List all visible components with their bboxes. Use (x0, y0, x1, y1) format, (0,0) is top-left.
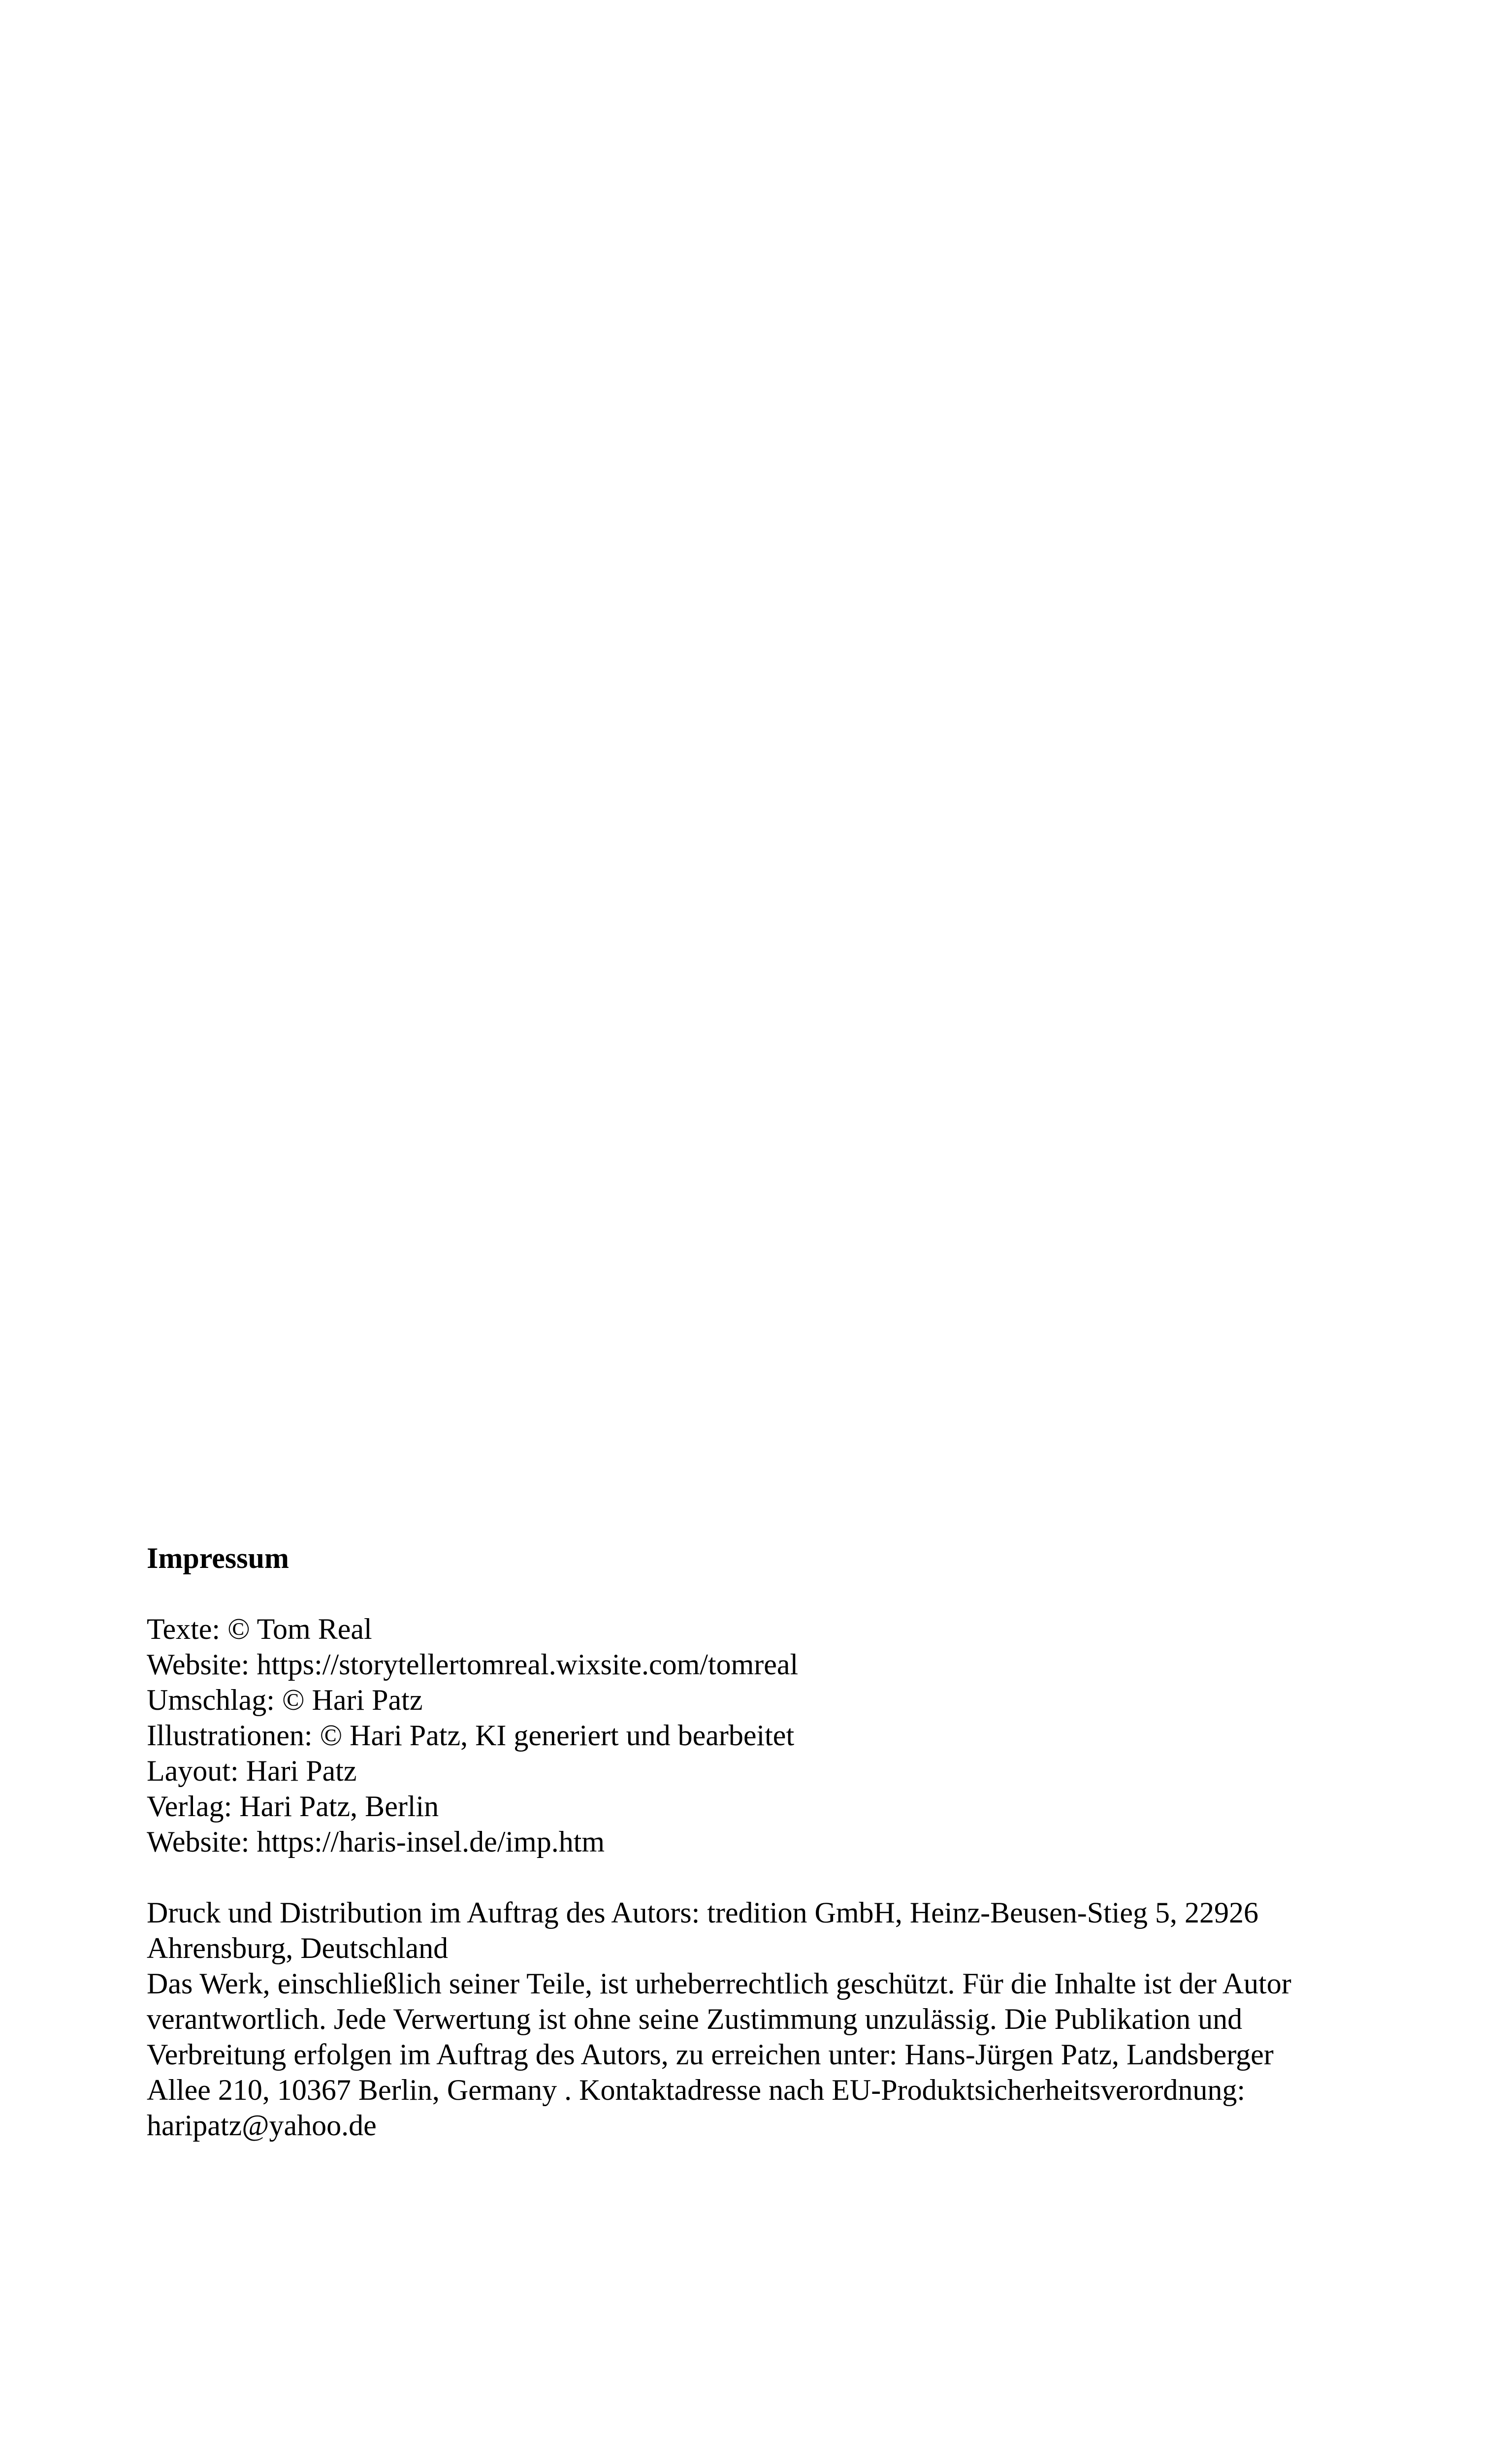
impressum-title: Impressum (147, 1542, 289, 1574)
credit-texte: Texte: © Tom Real (147, 1613, 372, 1645)
distribution-paragraph (147, 1895, 1368, 1966)
credit-layout: Layout: Hari Patz (147, 1755, 357, 1787)
credit-illustrationen: Illustrationen: © Hari Patz, KI generiert und bearbeitet (147, 1719, 795, 1752)
copyright-paragraph (147, 1966, 1368, 2143)
distribution-line: Druck und Distribution im Auftrag des Autors: tredition GmbH, Heinz-Beusen-Stieg 5, 22926 (147, 1896, 1259, 1929)
contact-email: haripatz@yahoo.de (147, 2109, 377, 2142)
copyright-line: Das Werk, einschließlich seiner Teile, ist urheberrechtlich geschützt. Für die Inhalte ist der Autor (147, 1967, 1291, 2000)
credit-author-website: Website: https://storytellertomreal.wixsite.com/tomreal (147, 1648, 799, 1681)
credit-verlag: Verlag: Hari Patz, Berlin (147, 1790, 439, 1823)
credit-publisher-website: Website: https://haris-insel.de/imp.htm (147, 1825, 605, 1858)
distribution-line: Ahrensburg, Deutschland (147, 1932, 449, 1964)
copyright-line: Verbreitung erfolgen im Auftrag des Autors, zu erreichen unter: Hans-Jürgen Patz, Landsberger (147, 2038, 1274, 2071)
copyright-line: Allee 210, 10367 Berlin, Germany . Kontaktadresse nach EU-Produktsicherheitsverordnung: (147, 2074, 1246, 2106)
spacer (147, 1859, 1368, 1895)
impressum-section (147, 1540, 1368, 2143)
credit-umschlag: Umschlag: © Hari Patz (147, 1684, 423, 1716)
copyright-line: verantwortlich. Jede Verwertung ist ohne seine Zustimmung unzulässig. Die Publikation und (147, 2003, 1243, 2035)
credits-list (147, 1611, 1368, 1859)
